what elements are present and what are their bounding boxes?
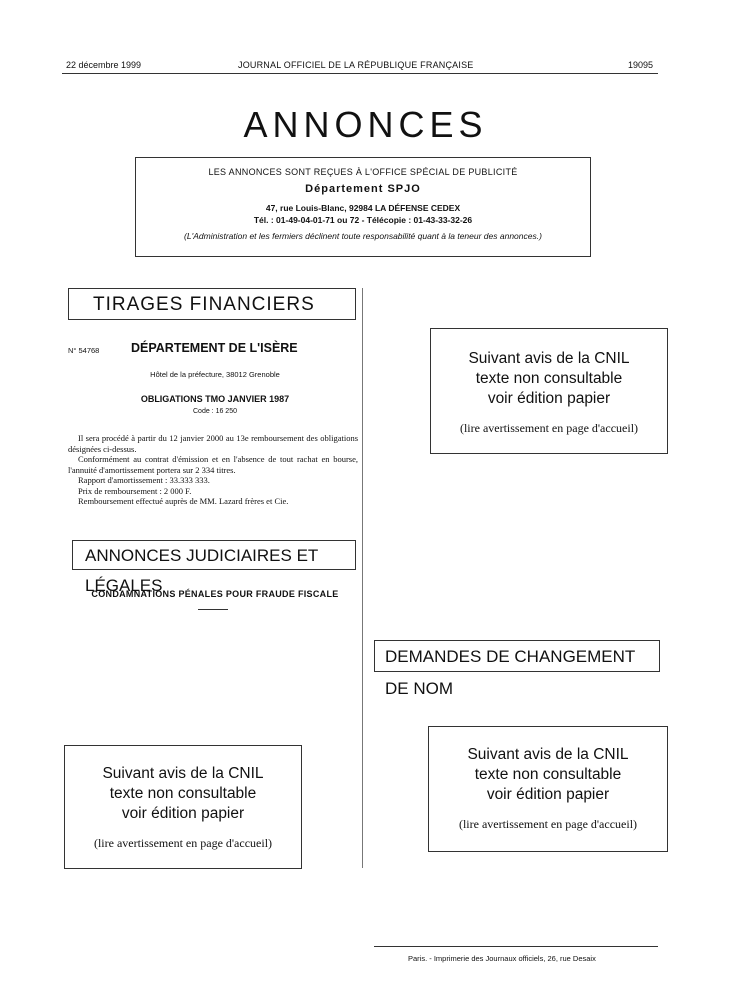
notice-department: Département SPJO (305, 183, 421, 195)
cnil-note: (lire avertissement en page d'accueil) (459, 421, 639, 435)
page-title: ANNONCES (243, 104, 488, 145)
cnil-notice-box (430, 328, 668, 454)
cnil-line-3: voir édition papier (487, 390, 611, 407)
journal-title: JOURNAL OFFICIEL DE LA RÉPUBLIQUE FRANÇAISE (238, 60, 474, 70)
department-name: DÉPARTEMENT DE L'ISÈRE (131, 341, 298, 355)
obligations-title: OBLIGATIONS TMO JANVIER 1987 (140, 394, 290, 404)
cnil-line-3: voir édition papier (121, 805, 245, 822)
header-rule (62, 73, 658, 74)
paragraph: Remboursement effectué auprès de MM. Lazard frères et Cie. (78, 496, 289, 506)
cnil-line-2: texte non consultable (474, 766, 622, 783)
tirages-body (68, 433, 358, 507)
notice-box (135, 157, 591, 257)
cnil-notice-box (428, 726, 668, 852)
paragraph: Rapport d'amortissement : 33.333 333. (78, 475, 210, 485)
page-number: 19095 (628, 60, 654, 70)
footer-rule (374, 946, 658, 947)
notice-address: 47, rue Louis-Blanc, 92984 LA DÉFENSE CEDEX (265, 203, 461, 213)
cnil-line-2: texte non consultable (475, 370, 623, 387)
cnil-note: (lire avertissement en page d'accueil) (93, 836, 273, 850)
issue-date: 22 décembre 1999 (66, 60, 142, 70)
section-changement-de-nom: DEMANDES DE CHANGEMENT DE NOM (374, 640, 660, 672)
paragraph: Il sera procédé à partir du 12 janvier 2000 au 13e remboursement des obligations désignées ci-dessus. (68, 433, 358, 454)
section-annonces-judiciaires: ANNONCES JUDICIAIRES ET LÉGALES (72, 540, 356, 570)
separator-rule (198, 609, 228, 610)
cnil-line-3: voir édition papier (486, 786, 610, 803)
paragraph: Conformément au contrat d'émission et en l'absence de tout rachat en bourse, l'annuité d'amortissement portera sur 2 334 titres. (68, 454, 358, 475)
cnil-line-2: texte non consultable (109, 785, 257, 802)
notice-phone: Tél. : 01-49-04-01-71 ou 72 - Télécopie : 01-43-33-32-26 (253, 215, 473, 225)
section-tirages-financiers: TIRAGES FINANCIERS (68, 288, 356, 320)
notice-line-1: LES ANNONCES SONT REÇUES À L'OFFICE SPÉCIAL DE PUBLICITÉ (208, 167, 518, 177)
notice-disclaimer: (L'Administration et les fermiers déclinent toute responsabilité quant à la teneur des annonces.) (184, 231, 542, 241)
cnil-line-1: Suivant avis de la CNIL (468, 350, 630, 367)
subsection-condamnations: CONDAMNATIONS PÉNALES POUR FRAUDE FISCALE (91, 589, 339, 599)
cnil-notice-box (64, 745, 302, 869)
cnil-line-1: Suivant avis de la CNIL (102, 765, 264, 782)
cnil-note: (lire avertissement en page d'accueil) (458, 817, 638, 831)
annonce-number: N° 54768 (68, 346, 100, 355)
cnil-line-1: Suivant avis de la CNIL (467, 746, 629, 763)
printer-footer: Paris. - Imprimerie des Journaux officiels, 26, rue Desaix (408, 954, 596, 963)
obligations-code: Code : 16 250 (193, 408, 237, 415)
paragraph: Prix de remboursement : 2 000 F. (78, 485, 192, 496)
department-address: Hôtel de la préfecture, 38012 Grenoble (150, 370, 280, 379)
